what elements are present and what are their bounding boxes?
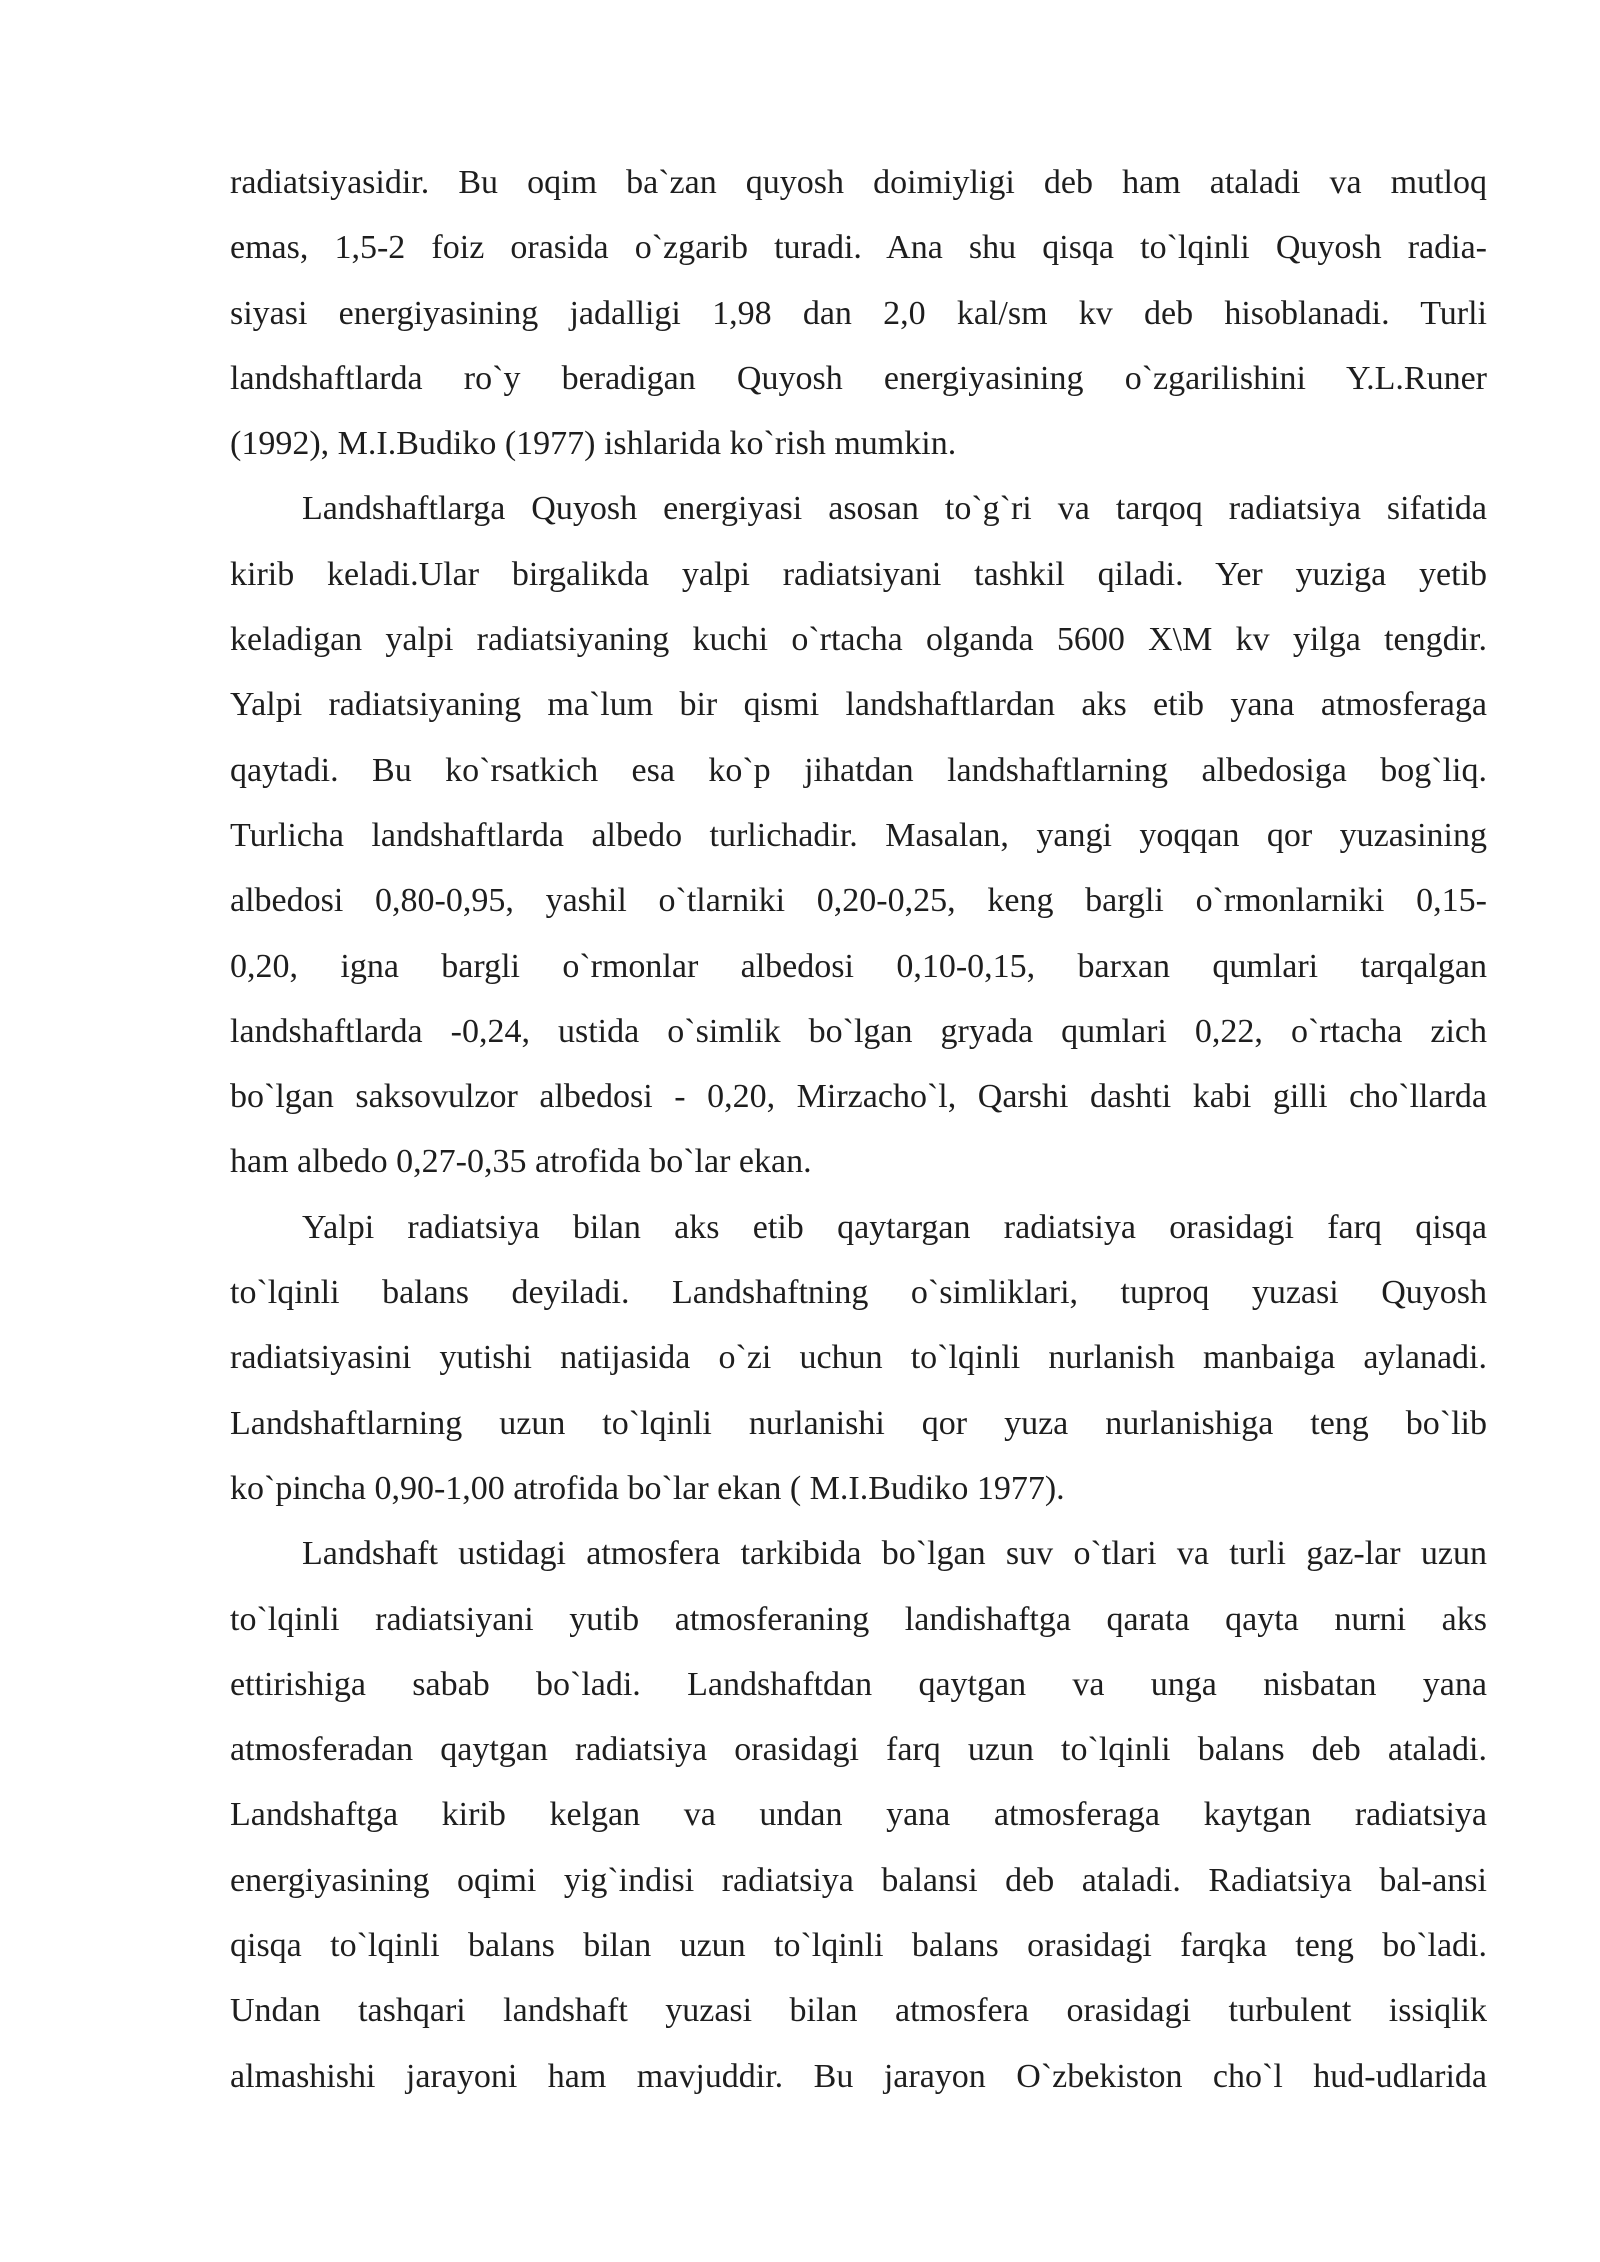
text-line: 0,20, igna bargli o`rmonlar albedosi 0,10-0,15, barxan qumlari tarqalgan [230, 947, 1487, 985]
text-line: atmosferadan qaytgan radiatsiya orasidagi farq uzun to`lqinli balans deb ataladi. [230, 1731, 1487, 1769]
text-line: energiyasining oqimi yig`indisi radiatsiya balansi deb ataladi. Radiatsiya bal-ansi [230, 1861, 1487, 1899]
text-line: keladigan yalpi radiatsiyaning kuchi o`rtacha olganda 5600 X\M kv yilga tengdir. [230, 621, 1487, 659]
paragraph-1 [230, 150, 1487, 476]
text-line: Yalpi radiatsiya bilan aks etib qaytargan radiatsiya orasidagi farq qisqa [302, 1208, 1487, 1246]
text-line: (1992), M.I.Budiko (1977) ishlarida ko`rish mumkin. [230, 425, 957, 463]
text-line: Yalpi radiatsiyaning ma`lum bir qismi landshaftlardan aks etib yana atmosferaga [230, 686, 1487, 724]
document-body [230, 150, 1487, 2109]
text-line: Landshaft ustidagi atmosfera tarkibida bo`lgan suv o`tlari va turli gaz-lar uzun [302, 1535, 1487, 1573]
text-line: siyasi energiyasining jadalligi 1,98 dan 2,0 kal/sm kv deb hisoblanadi. Turli [230, 294, 1487, 332]
text-line: albedosi 0,80-0,95, yashil o`tlarniki 0,20-0,25, keng bargli o`rmonlarniki 0,15- [230, 882, 1487, 920]
text-line: to`lqinli radiatsiyani yutib atmosferaning landishaftga qarata qayta nurni aks [230, 1600, 1487, 1638]
paragraph-2 [230, 476, 1487, 1194]
text-line: Landshaftlarning uzun to`lqinli nurlanishi qor yuza nurlanishiga teng bo`lib [230, 1404, 1487, 1442]
text-line: bo`lgan saksovulzor albedosi - 0,20, Mirzacho`l, Qarshi dashti kabi gilli cho`llarda [230, 1078, 1487, 1116]
text-line: emas, 1,5-2 foiz orasida o`zgarib turadi. Ana shu qisqa to`lqinli Quyosh radia- [230, 229, 1487, 267]
text-line: ko`pincha 0,90-1,00 atrofida bo`lar ekan ( M.I.Budiko 1977). [230, 1469, 1065, 1507]
text-line: Landshaftlarga Quyosh energiyasi asosan to`g`ri va tarqoq radiatsiya sifatida [302, 490, 1487, 528]
text-line: landshaftlarda -0,24, ustida o`simlik bo`lgan gryada qumlari 0,22, o`rtacha zich [230, 1012, 1487, 1050]
text-line: radiatsiyasidir. Bu oqim ba`zan quyosh doimiyligi deb ham ataladi va mutloq [230, 164, 1487, 201]
text-line: Landshaftga kirib kelgan va undan yana atmosferaga kaytgan radiatsiya [230, 1796, 1487, 1834]
text-line: to`lqinli balans deyiladi. Landshaftning o`simliklari, tuproq yuzasi Quyosh [230, 1274, 1487, 1312]
text-line: almashishi jarayoni ham mavjuddir. Bu jarayon O`zbekiston cho`l hud-udlarida [230, 2057, 1487, 2095]
text-line: kirib keladi.Ular birgalikda yalpi radiatsiyani tashkil qiladi. Yer yuziga yetib [230, 555, 1487, 593]
text-line: Undan tashqari landshaft yuzasi bilan atmosfera orasidagi turbulent issiqlik [230, 1992, 1487, 2030]
text-line: qisqa to`lqinli balans bilan uzun to`lqinli balans orasidagi farqka teng bo`ladi. [230, 1927, 1487, 1965]
text-line: ettirishiga sabab bo`ladi. Landshaftdan qaytgan va unga nisbatan yana [230, 1665, 1487, 1703]
text-line: Turlicha landshaftlarda albedo turlichadir. Masalan, yangi yoqqan qor yuzasining [230, 816, 1487, 854]
text-line: landshaftlarda ro`y beradigan Quyosh energiyasining o`zgarilishini Y.L.Runer [230, 359, 1487, 397]
paragraph-3 [230, 1195, 1487, 1521]
text-line: qaytadi. Bu ko`rsatkich esa ko`p jihatdan landshaftlarning albedosiga bog`liq. [230, 751, 1487, 789]
text-line: ham albedo 0,27-0,35 atrofida bo`lar ekan. [230, 1143, 812, 1181]
text-line: radiatsiyasini yutishi natijasida o`zi uchun to`lqinli nurlanish manbaiga aylanadi. [230, 1339, 1487, 1377]
paragraph-4 [230, 1521, 1487, 2109]
